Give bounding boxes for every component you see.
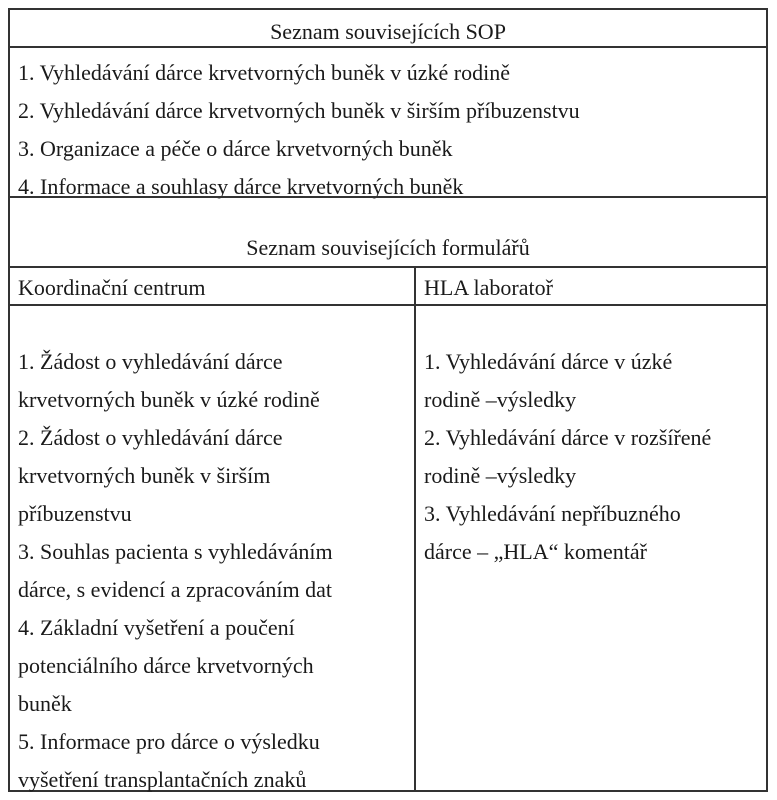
sop-section-title: Seznam souvisejících SOP — [270, 19, 506, 44]
divider — [10, 266, 766, 268]
form-line: krvetvorných buněk v širším — [18, 463, 271, 488]
column-divider — [414, 266, 416, 790]
form-line: dárce, s evidencí a zpracováním dat — [18, 577, 332, 602]
sop-item: 2. Vyhledávání dárce krvetvorných buněk v širším příbuzenstvu — [18, 98, 580, 123]
divider — [10, 304, 766, 306]
form-line: 2. Vyhledávání dárce v rozšířené — [424, 425, 712, 450]
sop-item: 1. Vyhledávání dárce krvetvorných buněk v úzké rodině — [18, 60, 510, 85]
form-line: 1. Vyhledávání dárce v úzké — [424, 349, 673, 374]
sop-list — [18, 54, 758, 206]
form-line: dárce – „HLA“ komentář — [424, 539, 647, 564]
form-line: 1. Žádost o vyhledávání dárce — [18, 349, 283, 374]
divider — [10, 196, 766, 198]
form-line: potenciálního dárce krvetvorných — [18, 653, 314, 678]
forms-section-title: Seznam souvisejících formulářů — [246, 235, 530, 260]
sop-item: 4. Informace a souhlasy dárce krvetvorných buněk — [18, 174, 464, 199]
sop-table — [8, 8, 768, 792]
form-line: 4. Základní vyšetření a poučení — [18, 615, 295, 640]
koordinacni-centrum-forms — [18, 343, 333, 799]
column-header-hla-laborator: HLA laboratoř — [424, 275, 553, 300]
hla-laborator-forms — [424, 343, 711, 571]
sop-item: 3. Organizace a péče o dárce krvetvorných buněk — [18, 136, 453, 161]
form-line: 3. Souhlas pacienta s vyhledáváním — [18, 539, 333, 564]
form-line: 3. Vyhledávání nepříbuzného — [424, 501, 681, 526]
form-line: příbuzenstvu — [18, 501, 132, 526]
form-line: buněk — [18, 691, 72, 716]
form-line: 5. Informace pro dárce o výsledku — [18, 729, 320, 754]
column-header-koordinacni-centrum: Koordinační centrum — [18, 275, 206, 300]
form-line: vyšetření transplantačních znaků — [18, 767, 307, 792]
form-line: 2. Žádost o vyhledávání dárce — [18, 425, 283, 450]
form-line: rodině –výsledky — [424, 463, 577, 488]
form-line: rodině –výsledky — [424, 387, 577, 412]
form-line: krvetvorných buněk v úzké rodině — [18, 387, 320, 412]
divider — [10, 46, 766, 48]
